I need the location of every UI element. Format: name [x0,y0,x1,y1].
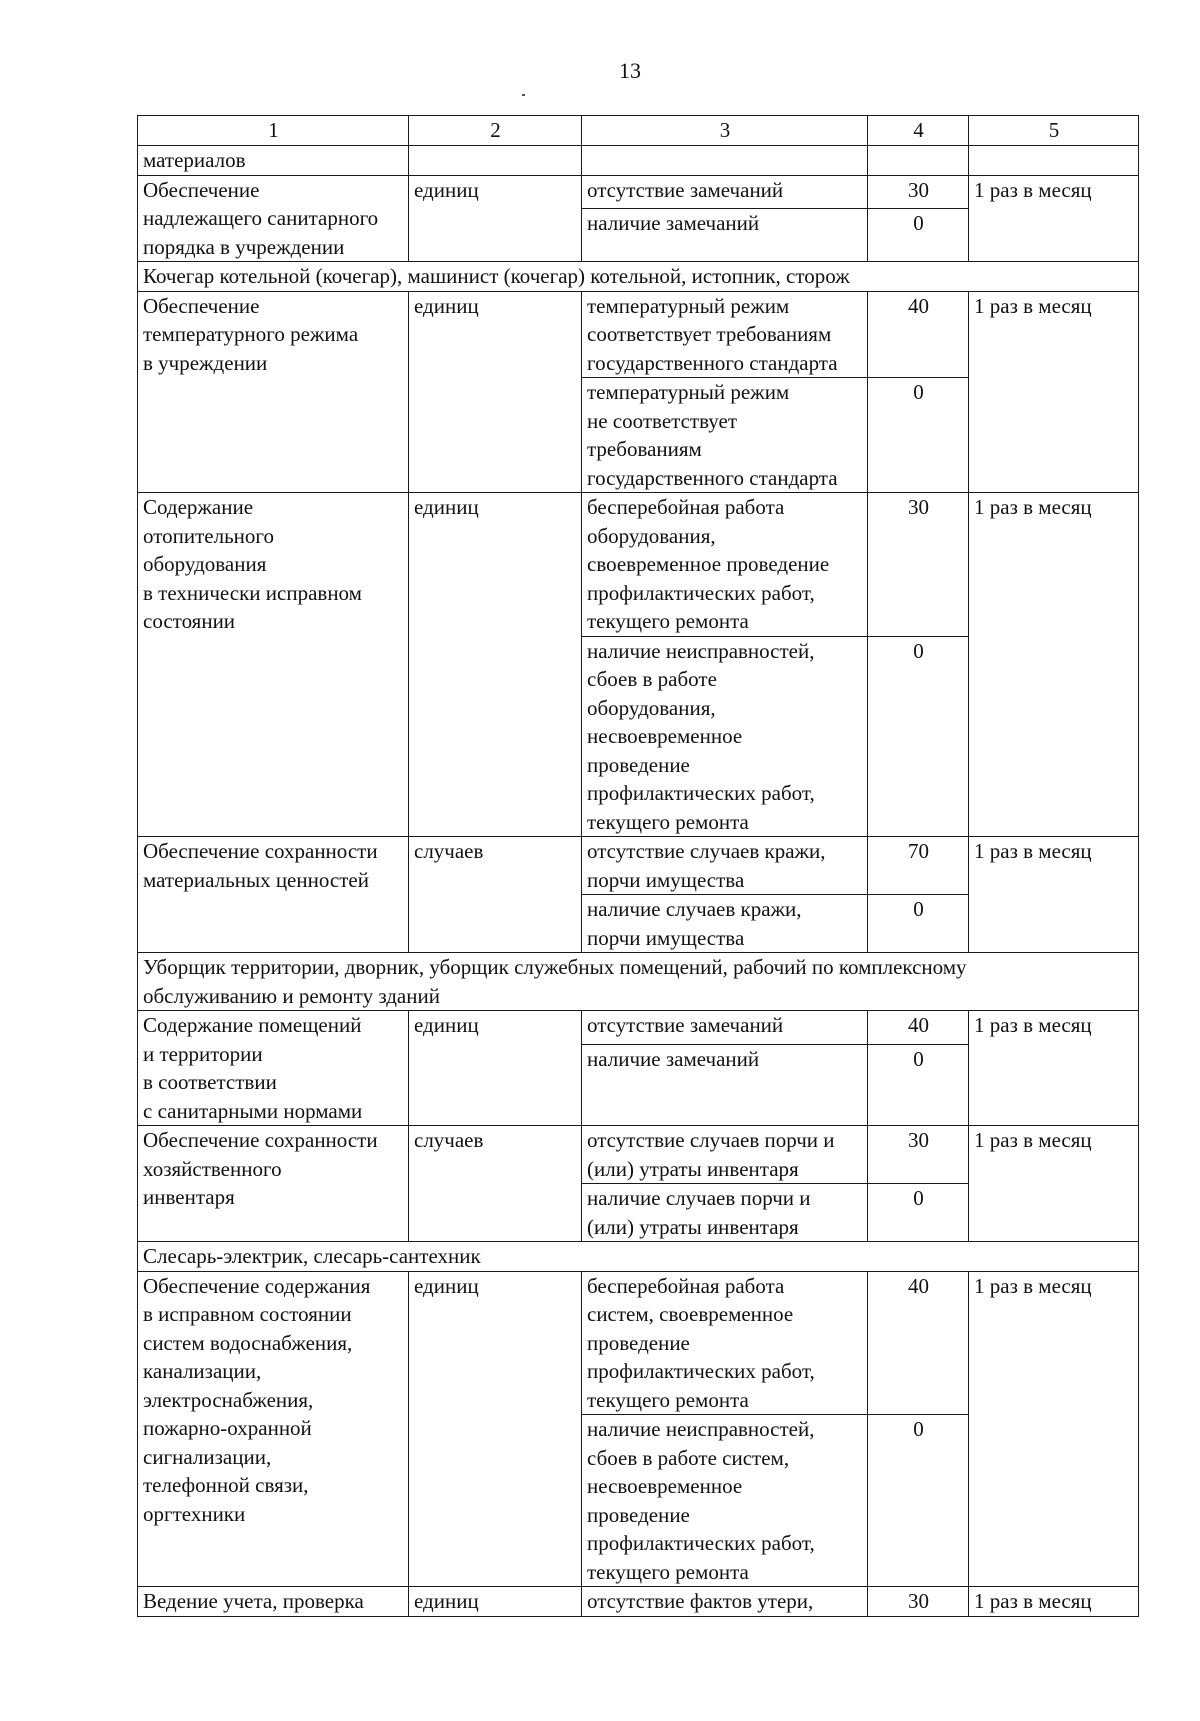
page-number: 13 [619,58,641,83]
criteria-table [137,115,1139,1617]
frequency-cell: 1 раз в месяц [969,1011,1139,1126]
score-cell: 30 [868,493,969,637]
indicator-cell: бесперебойная работа систем, своевременное проведение профилактических работ, текущего ремонта [582,1271,868,1415]
column-number-5: 5 [969,116,1139,146]
score-cell: 0 [868,209,969,262]
unit-cell: единиц [409,1587,582,1617]
indicator-cell: наличие замечаний [582,1045,868,1126]
score-cell: 30 [868,1126,969,1184]
unit-cell [409,146,582,176]
score-cell: 0 [868,1045,969,1126]
table-row [138,175,1139,209]
criterion-cell: Ведение учета, проверка [138,1587,409,1617]
unit-cell: единиц [409,493,582,837]
section-title: Слесарь-электрик, слесарь-сантехник [138,1242,1139,1272]
column-number-4: 4 [868,116,969,146]
column-number-1: 1 [138,116,409,146]
score-cell: 0 [868,1415,969,1587]
indicator-cell: температурный режим соответствует требованиям государственного стандарта [582,291,868,378]
indicator-cell: наличие неисправностей, сбоев в работе оборудования, несвоевременное проведение профилактических работ, текущего ремонта [582,636,868,837]
column-number-3: 3 [582,116,868,146]
unit-cell: единиц [409,1271,582,1587]
score-cell: 0 [868,378,969,493]
frequency-cell: 1 раз в месяц [969,1126,1139,1242]
scan-speck [522,94,525,96]
frequency-cell: 1 раз в месяц [969,175,1139,262]
indicator-cell: отсутствие замечаний [582,175,868,209]
table-row [138,1587,1139,1617]
frequency-cell: 1 раз в месяц [969,1587,1139,1617]
score-cell: 40 [868,1271,969,1415]
frequency-cell: 1 раз в месяц [969,1271,1139,1587]
criterion-cell: Содержание помещений и территории в соответствии с санитарными нормами [138,1011,409,1126]
unit-cell: единиц [409,175,582,262]
score-cell: 40 [868,1011,969,1045]
table-row [138,493,1139,637]
indicator-cell [582,146,868,176]
score-cell [868,146,969,176]
criterion-cell: Обеспечение сохранности материальных ценностей [138,837,409,953]
indicator-cell: отсутствие фактов утери, [582,1587,868,1617]
indicator-cell: отсутствие случаев кражи, порчи имущества [582,837,868,895]
unit-cell: единиц [409,1011,582,1126]
indicator-cell: наличие замечаний [582,209,868,262]
indicator-cell: наличие неисправностей, сбоев в работе систем, несвоевременное проведение профилактических работ, текущего ремонта [582,1415,868,1587]
indicator-cell: наличие случаев порчи и (или) утраты инвентаря [582,1184,868,1242]
criterion-cell: материалов [138,146,409,176]
indicator-cell: отсутствие замечаний [582,1011,868,1045]
score-cell: 70 [868,837,969,895]
indicator-cell: температурный режим не соответствует требованиям государственного стандарта [582,378,868,493]
unit-cell: случаев [409,837,582,953]
score-cell: 0 [868,636,969,837]
table-row [138,837,1139,895]
frequency-cell: 1 раз в месяц [969,291,1139,493]
unit-cell: единиц [409,291,582,493]
score-cell: 0 [868,1184,969,1242]
continued-row [138,146,1139,176]
score-cell: 0 [868,895,969,953]
table-row [138,1271,1139,1415]
frequency-cell: 1 раз в месяц [969,493,1139,837]
column-number-row [138,116,1139,146]
section-row [138,953,1139,1011]
score-cell: 30 [868,175,969,209]
indicator-cell: отсутствие случаев порчи и (или) утраты инвентаря [582,1126,868,1184]
criterion-cell: Обеспечение сохранности хозяйственного инвентаря [138,1126,409,1242]
table-row [138,291,1139,378]
score-cell: 30 [868,1587,969,1617]
criterion-cell: Обеспечение содержания в исправном состоянии систем водоснабжения, канализации, электроснабжения, пожарно-охранной сигнализации, телефонной связи, оргтехники [138,1271,409,1587]
indicator-cell: наличие случаев кражи, порчи имущества [582,895,868,953]
criterion-cell: Обеспечение температурного режима в учреждении [138,291,409,493]
score-cell: 40 [868,291,969,378]
table-row [138,1126,1139,1184]
frequency-cell: 1 раз в месяц [969,837,1139,953]
frequency-cell [969,146,1139,176]
table-row [138,1011,1139,1045]
section-row [138,262,1139,292]
unit-cell: случаев [409,1126,582,1242]
criterion-cell: Содержание отопительного оборудования в технически исправном состоянии [138,493,409,837]
section-row [138,1242,1139,1272]
indicator-cell: бесперебойная работа оборудования, своевременное проведение профилактических работ, текущего ремонта [582,493,868,637]
column-number-2: 2 [409,116,582,146]
criterion-cell: Обеспечение надлежащего санитарного порядка в учреждении [138,175,409,262]
section-title: Кочегар котельной (кочегар), машинист (кочегар) котельной, истопник, сторож [138,262,1139,292]
section-title: Уборщик территории, дворник, уборщик служебных помещений, рабочий по комплексному обслуживанию и ремонту зданий [138,953,1139,1011]
